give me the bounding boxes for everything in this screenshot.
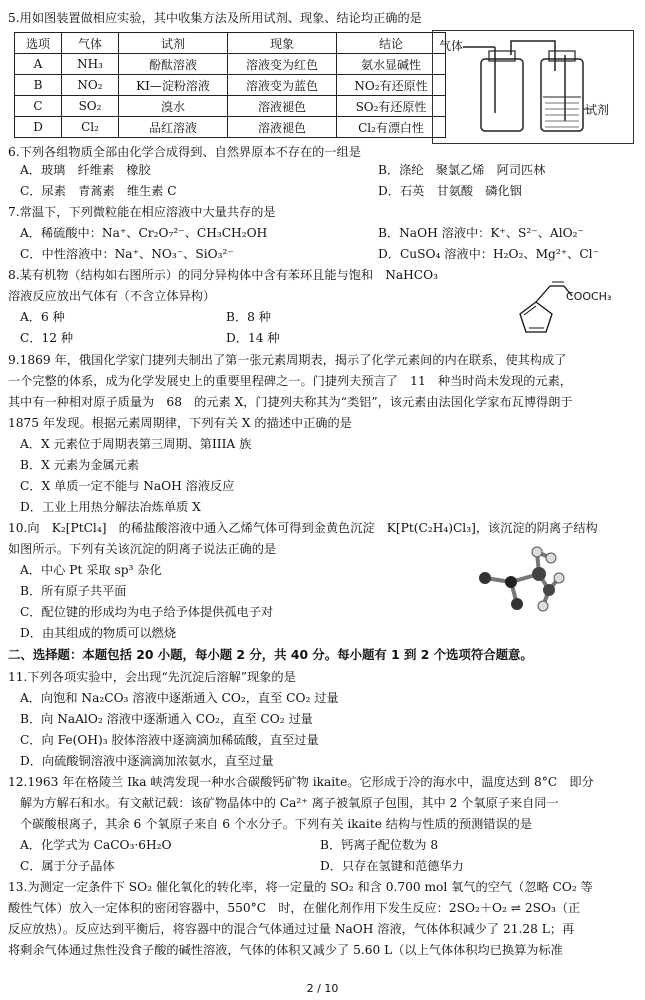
option-b[interactable]: B．钙离子配位数为 8 — [320, 838, 439, 852]
q8-stem-line1: 8.某有机物（结构如右图所示）的同分异构体中含有苯环且能与饱和 NaHCO₃ — [8, 268, 439, 282]
q10-stem-line: 如图所示。下列有关该沉淀的阴离子说法正确的是 — [8, 542, 277, 556]
table-cell: NO₂有还原性 — [337, 75, 446, 96]
option-a[interactable]: A．稀硫酸中：Na⁺、Cr₂O₇²⁻、CH₃CH₂OH — [20, 226, 268, 240]
q10-stem-line: 10.向 K₂[PtCl₄] 的稀盐酸溶液中通入乙烯气体可得到金黄色沉淀 K[Pt(C₂H₄)Cl₃]，该沉淀的阴离子结构 — [8, 521, 598, 535]
option-a[interactable]: A．玻璃 纤维素 橡胶 — [20, 163, 151, 177]
q7-stem: 7.常温下，下列微粒能在相应溶液中大量共存的是 — [8, 205, 276, 219]
table-cell: Cl₂有漂白性 — [337, 117, 446, 138]
q9-stem-line: 其中有一种相对原子质量为 68 的元素 X，门捷列夫称其为“类铝”，该元素由法国化学家布瓦博得朗于 — [8, 395, 573, 409]
table-cell: 溶液褪色 — [228, 117, 337, 138]
q13-stem-line: 酸性气体）放入一定体积的密闭容器中，550°C 时，在催化剂作用下发生反应：2SO₂＋O₂ ⇌ 2SO₃（正 — [8, 901, 581, 915]
option-d[interactable]: D．14 种 — [226, 331, 280, 345]
anion-ball-stick-model — [455, 538, 570, 618]
table-header-cell: 现象 — [228, 33, 337, 54]
q5-table — [14, 32, 446, 138]
option-b[interactable]: B．8 种 — [226, 310, 271, 324]
table-cell: 溴水 — [119, 96, 228, 117]
gas-label: 气体 — [439, 39, 464, 53]
option-d[interactable]: D．CuSO₄ 溶液中：H₂O₂、Mg²⁺、Cl⁻ — [378, 247, 600, 261]
option-c[interactable]: C．尿素 青蒿素 维生素 C — [20, 184, 177, 198]
table-cell: 品红溶液 — [119, 117, 228, 138]
option-b[interactable]: B．向 NaAlO₂ 溶液中逐渐通入 CO₂，直至 CO₂ 过量 — [20, 712, 313, 726]
table-header-row — [15, 33, 446, 54]
option-a[interactable]: A．向饱和 Na₂CO₃ 溶液中逐渐通入 CO₂，直至 CO₂ 过量 — [20, 691, 339, 705]
q12-stem-line: 个碳酸根离子，其余 6 个氧原子来自 6 个水分子。下列有关 ikaite 结构与性质的预测错误的是 — [20, 817, 533, 831]
table-cell: 溶液变为蓝色 — [228, 75, 337, 96]
table-cell: Cl₂ — [62, 117, 119, 138]
table-cell: NO₂ — [62, 75, 119, 96]
q9-stem-line: 1875 年发现。根据元素周期律，下列有关 X 的描述中正确的是 — [8, 416, 352, 430]
option-a[interactable]: A．化学式为 CaCO₃·6H₂O — [20, 838, 172, 852]
option-b[interactable]: B．所有原子共平面 — [20, 584, 127, 598]
table-cell: B — [15, 75, 62, 96]
option-b[interactable]: B．X 元素为金属元素 — [20, 458, 140, 472]
table-row — [15, 75, 446, 96]
section-heading: 二、选择题：本题包括 20 小题，每小题 2 分，共 40 分。每小题有 1 到 2 个选项符合题意。 — [8, 647, 533, 662]
option-a[interactable]: A．6 种 — [20, 310, 65, 324]
q5-stem: 5.用如图装置做相应实验，其中收集方法及所用试剂、现象、结论均正确的是 — [8, 11, 422, 25]
option-c[interactable]: C．向 Fe(OH)₃ 胶体溶液中逐滴滴加稀硫酸，直至过量 — [20, 733, 319, 747]
table-row — [15, 96, 446, 117]
table-row — [15, 54, 446, 75]
q9-stem-line: 9.1869 年，俄国化学家门捷列夫制出了第一张元素周期表，揭示了化学元素间的内在联系，使其构成了 — [8, 353, 567, 367]
table-cell: D — [15, 117, 62, 138]
q13-stem-line: 反应放热）。反应达到平衡后，将容器中的混合气体通过过量 NaOH 溶液，气体体积减少了 21.28 L；再 — [8, 922, 575, 936]
reagent-label: 试剂 — [585, 103, 610, 117]
gas-bottles-drawing — [433, 31, 633, 143]
table-cell: 溶液褪色 — [228, 96, 337, 117]
option-b[interactable]: B．NaOH 溶液中：K⁺、S²⁻、AlO₂⁻ — [378, 226, 584, 240]
q12-stem-line: 解为方解石和水。有文献记载：该矿物晶体中的 Ca²⁺ 离子被氧原子包围，其中 2 个氧原子来自同一 — [20, 796, 559, 810]
option-d[interactable]: D．工业上用热分解法冶炼单质 X — [20, 500, 201, 514]
option-c[interactable]: C．中性溶液中：Na⁺、NO₃⁻、SiO₃²⁻ — [20, 247, 234, 261]
table-cell: A — [15, 54, 62, 75]
option-c[interactable]: C．12 种 — [20, 331, 74, 345]
q5-apparatus-figure — [432, 30, 634, 144]
table-header-cell: 选项 — [15, 33, 62, 54]
q8-stem-line2: 溶液反应放出气体有（不含立体异构） — [8, 289, 216, 303]
table-cell: 溶液变为红色 — [228, 54, 337, 75]
option-d[interactable]: D．向硫酸铜溶液中逐滴滴加浓氨水，直至过量 — [20, 754, 274, 768]
option-b[interactable]: B．涤纶 聚氯乙烯 阿司匹林 — [378, 163, 546, 177]
table-cell: 氨水显碱性 — [337, 54, 446, 75]
option-a[interactable]: A．中心 Pt 采取 sp³ 杂化 — [20, 563, 162, 577]
table-header-cell: 结论 — [337, 33, 446, 54]
q12-stem-line: 12.1963 年在格陵兰 Ika 峡湾发现一种水合碳酸钙矿物 ikaite。它形成于冷的海水中，温度达到 8°C 即分 — [8, 775, 594, 789]
option-d[interactable]: D．由其组成的物质可以燃烧 — [20, 626, 177, 640]
q8-structure-figure — [500, 262, 640, 340]
table-cell: KI—淀粉溶液 — [119, 75, 228, 96]
q13-stem-line: 13.为测定一定条件下 SO₂ 催化氧化的转化率，将一定量的 SO₂ 和含 0.700 mol 氧气的空气（忽略 CO₂ 等 — [8, 880, 593, 894]
table-row — [15, 117, 446, 138]
option-c[interactable]: C．配位键的形成均为电子给予体提供孤电子对 — [20, 605, 274, 619]
option-a[interactable]: A．X 元素位于周期表第三周期、第IIIA 族 — [20, 437, 252, 451]
page-number: 2 / 10 — [306, 982, 339, 995]
table-cell: SO₂ — [62, 96, 119, 117]
q6-stem: 6.下列各组物质全部由化学合成得到、自然界原本不存在的一组是 — [8, 145, 361, 159]
ester-group-label: COOCH₃ — [566, 290, 612, 303]
option-c[interactable]: C．属于分子晶体 — [20, 859, 115, 873]
q11-stem: 11.下列各项实验中，会出现“先沉淀后溶解”现象的是 — [8, 670, 296, 684]
table-cell: C — [15, 96, 62, 117]
option-d[interactable]: D．石英 甘氨酸 磷化铟 — [378, 184, 522, 198]
table-header-cell: 试剂 — [119, 33, 228, 54]
option-d[interactable]: D．只存在氢键和范德华力 — [320, 859, 464, 873]
table-cell: 酚酞溶液 — [119, 54, 228, 75]
table-header-cell: 气体 — [62, 33, 119, 54]
q9-stem-line: 一个完整的体系，成为化学发展史上的重要里程碑之一。门捷列夫预言了 11 种当时尚未发现的元素， — [8, 374, 572, 388]
q13-stem-line: 将剩余气体通过焦性没食子酸的碱性溶液，气体的体积又减少了 5.60 L（以上气体体积均已换算为标准 — [8, 943, 563, 957]
table-cell: SO₂有还原性 — [337, 96, 446, 117]
option-c[interactable]: C．X 单质一定不能与 NaOH 溶液反应 — [20, 479, 235, 493]
table-cell: NH₃ — [62, 54, 119, 75]
